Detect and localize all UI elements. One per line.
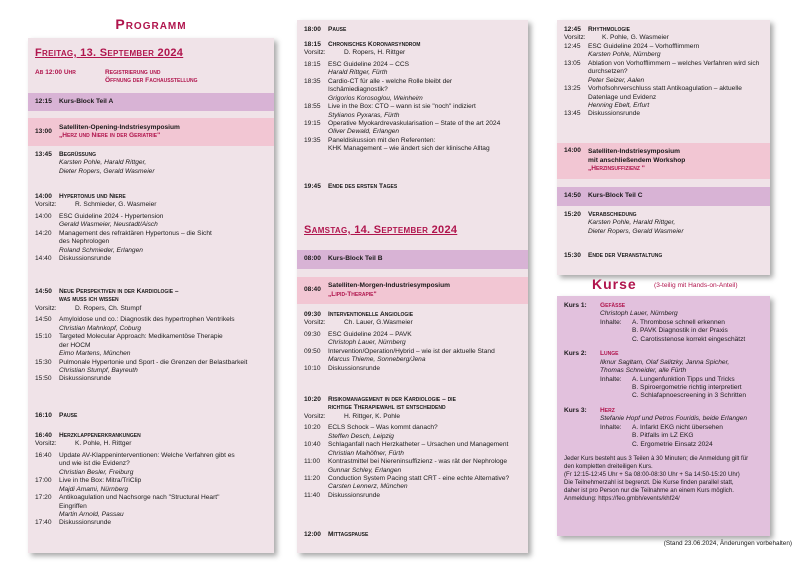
talk-title: Targeted Molecular Approach: Medikamentöse Therapie: [59, 333, 223, 341]
kurs-c-time: 14:50: [564, 192, 581, 200]
farewell-section: [557, 211, 770, 236]
talk-speaker: Grigorios Korosoglou, Weinheim: [328, 94, 423, 102]
symp-time: 14:00: [564, 147, 581, 154]
welcome-title: Begrüssung: [59, 151, 96, 158]
morning-time: 08:40: [304, 286, 321, 294]
course-note: daher ist pro Person nur die Teilnahme an einem Kurs möglich.: [564, 486, 734, 494]
talk-time: 18:15: [304, 60, 321, 68]
kurs-a-time: 12:15: [35, 97, 52, 105]
registration-line1: Registrierung und: [105, 69, 161, 76]
session-time: 12:45: [564, 26, 581, 33]
pause-label: Pause: [59, 412, 78, 419]
morning-line2: „Lipid-Therapie": [328, 290, 377, 298]
talk-title: Schlaganfall nach Herzkatheter – Ursachen und Management: [328, 441, 509, 449]
kurs-b-time: 08:00: [304, 255, 321, 263]
session-time: 18:15: [304, 41, 321, 48]
talk-speaker: Stylianos Pyxaras, Fürth: [328, 111, 400, 119]
talk-title: ESC Guideline 2024 - Hypertension: [59, 212, 164, 220]
course-label: Kurs 3:: [564, 406, 587, 414]
chair-label: Vorsitz:: [35, 201, 57, 209]
talk-time: 17:40: [35, 519, 52, 527]
session-title: was muss ich wissen: [59, 296, 119, 304]
course-note: Jeder Kurs besteht aus 3 Teilen à 30 Minuten; die Anmeldung gilt für: [564, 455, 749, 462]
chair-names: H. Rittger, K. Pohle: [344, 412, 401, 420]
chair-names: D. Ropers, Ch. Stumpf: [75, 304, 142, 312]
talk-time: 17:20: [35, 494, 52, 502]
hypertonus-session: [28, 193, 274, 264]
course-content: A. Lungenfunktion Tipps und Tricks: [632, 375, 735, 383]
session-time: 09:30: [304, 311, 321, 318]
talk-title: Antikoagulation und Nachsorge nach "Structural Heart": [59, 494, 220, 502]
talk-speaker: Steffen Desch, Leipzig: [328, 432, 394, 440]
friday-title: Freitag, 13. September 2024: [35, 47, 184, 59]
end-day-label: Ende des ersten Tages: [328, 183, 398, 190]
talk-time: 12:45: [564, 42, 581, 50]
session-time: 14:00: [35, 193, 52, 200]
session-time: 14:50: [35, 288, 52, 295]
pause-label: Pause: [328, 26, 347, 33]
right-column: [557, 20, 770, 275]
talk-title: Operative Myokardrevaskularisation – State of the art 2024: [328, 119, 501, 127]
herzklappen-session: [28, 432, 274, 528]
welcome-time: 13:45: [35, 151, 52, 158]
talk-speaker: Marcus Thieme, Sonneberg/Jena: [328, 356, 426, 364]
talk-speaker: Gerald Wasmeier, Neustadt/Aisch: [59, 221, 158, 229]
course-1: [564, 302, 763, 344]
stand-note: (Stand 23.06.2024, Änderungen vorbehalten): [663, 540, 792, 547]
opening-line2: „Herz und Niere in der Geriatrie": [59, 132, 161, 139]
talk-title: Diskussionsrunde: [588, 110, 641, 118]
program-title: Programm: [115, 16, 187, 32]
welcome-names: Dieter Ropers, Gerald Wasmeier: [59, 167, 155, 175]
symp-line1: Satelliten-Indstriesymposium: [588, 148, 680, 156]
talk-title: Ischämiediagnostik?: [328, 86, 388, 94]
course-note: Die Teilnehmerzahl ist begrenzt. Die Kurse finden parallel statt,: [564, 478, 734, 486]
chair-label: Vorsitz:: [35, 440, 57, 448]
kurs-c-label: Kurs-Block Teil C: [588, 192, 643, 200]
session-title: Rhythmologie: [588, 26, 630, 33]
talk-title: Diskussionsrunde: [59, 375, 112, 383]
welcome-names: Karsten Pohle, Harald Rittger,: [59, 159, 147, 167]
kurse-subtitle: (3-teilig mit Hands-on-Anteil): [654, 282, 738, 289]
registration-time: Ab 12:00 Uhr: [35, 69, 76, 76]
kurs-a-label: Kurs-Block Teil A: [59, 97, 114, 105]
talk-title: Update AV-Klappeninterventionen: Welche Verfahren gibt es: [59, 451, 235, 459]
session-title: Chronisches Koronarsyndrom: [328, 41, 421, 48]
session-title: richtige Therapiewahl ist entscheidend: [328, 404, 446, 412]
pause-section: [28, 412, 274, 420]
course-content: B. Spiroergometrie richtig interpretiert: [632, 383, 742, 391]
talk-title: KHK Management – wie ändert sich der klinische Alltag: [328, 145, 490, 153]
registration-line2: Öffnung der Fachausstellung: [105, 77, 198, 85]
talk-title: durchsetzen?: [588, 68, 628, 76]
talk-time: 18:55: [304, 103, 321, 111]
chair-names: R. Schmieder, G. Wasmeier: [75, 201, 157, 209]
course-2: [564, 350, 763, 401]
talk-speaker: Roland Schmieder, Erlangen: [59, 246, 143, 254]
talk-time: 09:50: [304, 347, 321, 355]
talk-title: Vorhofsohrverschluss statt Antikoagulation – aktuelle: [588, 85, 742, 93]
koronarsyndrom-session: [297, 41, 528, 154]
chair-names: D. Ropers, H. Rittger: [344, 49, 406, 57]
chair-label: Vorsitz:: [564, 34, 586, 42]
rhythmologie-session: [557, 26, 770, 119]
talk-title: Intervention/Operation/Hybrid – wie ist der aktuelle Stand: [328, 347, 495, 355]
course-trainer: Ilknur Sagltam, Olaf Salitzky, Janna Spicher,: [600, 358, 730, 366]
kurs-b-label: Kurs-Block Teil B: [328, 255, 383, 263]
talk-title: Cardio-CT für alle - welche Rolle bleibt der: [328, 77, 453, 85]
kurs-block-a: [28, 93, 274, 111]
session-title: Hypertonus und Niere: [59, 193, 126, 200]
course-notes: [564, 455, 763, 503]
course-contents-label: Inhalte:: [600, 318, 622, 326]
talk-time: 15:30: [35, 358, 52, 366]
talk-time: 10:40: [304, 441, 321, 449]
talk-title: Management des refraktären Hypertonus – die Sicht: [59, 229, 212, 237]
opening-line1: Satelliten-Opening-Indstriesymposium: [59, 123, 180, 131]
talk-time: 13:05: [564, 59, 581, 67]
talk-title: Diskussionsrunde: [59, 255, 112, 263]
course-content: A. Thrombose schnell erkennen: [632, 318, 725, 326]
talk-speaker: Karsten Pohle, Nürnberg: [588, 51, 661, 59]
angiologie-session: [297, 311, 528, 373]
talk-title: Datenlage und Evidenz: [588, 93, 657, 101]
registration-link[interactable]: Anmeldung: https://feo.gmbh/events/khf24/: [564, 494, 680, 502]
course-content: A. Infarkt EKG nicht übersehen: [632, 423, 723, 431]
chair-names: Ch. Lauer, G.Wasmeier: [344, 319, 413, 327]
farewell-title: Verabschiedung: [588, 211, 637, 218]
friday-column: [28, 38, 274, 553]
talk-title: Kontrastmittel bei Niereninsuffizienz - was rät der Nephrologe: [328, 458, 508, 466]
talk-time: 15:10: [35, 333, 52, 341]
course-label: Kurs 1:: [564, 302, 587, 309]
course-topic: Lunge: [600, 350, 619, 358]
chair-label: Vorsitz:: [304, 49, 326, 57]
talk-title: Ablation von Vorhofflimmern – welches Verfahren wird sich: [588, 59, 760, 67]
course-note: (Fr 12:15-12:45 Uhr + Sa 08:00-08:30 Uhr + Sa 14:50-15:20 Uhr): [564, 470, 740, 478]
saturday-title: Samstag, 14. September 2024: [304, 224, 458, 236]
talk-title: Conduction System Pacing statt CRT - eine echte Alternative?: [328, 474, 510, 482]
talk-speaker: Gunnar Schley, Erlangen: [328, 466, 402, 474]
opening-time: 13:00: [35, 127, 52, 135]
opening-symposium: [28, 118, 274, 146]
session-time: 10:20: [304, 396, 321, 403]
chair-names: K. Pohle, H. Rittger: [75, 440, 132, 448]
talk-time: 17:00: [35, 477, 52, 485]
talk-time: 15:50: [35, 375, 52, 383]
talk-title: Diskussionsrunde: [328, 364, 381, 372]
farewell-names: Dieter Ropers, Gerald Wasmeier: [588, 227, 684, 235]
course-content: C. Schlafapnoescreening in 3 Schritten: [632, 392, 746, 400]
mittag-time: 12:00: [304, 531, 321, 538]
talk-speaker: Christian Stumpf, Bayreuth: [59, 366, 138, 374]
talk-time: 14:40: [35, 255, 52, 263]
talk-title: ECLS Schock – Was kommt danach?: [328, 424, 438, 432]
herzinsuffizienz-symposium: [557, 143, 770, 179]
course-label: Kurs 2:: [564, 350, 587, 358]
course-trainer: Christoph Lauer, Nürnberg: [600, 310, 678, 318]
course-contents-label: Inhalte:: [600, 375, 622, 383]
session-title: Interventionelle Angiologie: [328, 311, 414, 318]
course-topic: Gefäße: [600, 302, 626, 309]
chair-names: K. Pohle, G. Wasmeier: [602, 34, 669, 42]
end-time: 15:30: [564, 252, 581, 259]
talk-time: 11:00: [304, 458, 321, 466]
talk-title: ESC Guideline 2024 – CCS: [328, 60, 410, 68]
session-title: Herzklappenerkrankungen: [59, 432, 141, 439]
neue-perspektiven-session: [28, 288, 274, 384]
talk-speaker: Martin Arnold, Passau: [59, 510, 124, 518]
talk-time: 19:15: [304, 119, 321, 127]
course-note: den kompletten dreiteiligen Kurs.: [564, 462, 653, 470]
morning-symposium: [297, 277, 528, 304]
pause-time: 16:10: [35, 412, 52, 419]
talk-title: Diskussionsrunde: [59, 519, 112, 527]
course-3: [564, 407, 763, 449]
session-title: Risikomanagement in der Kardiologie – die: [328, 396, 456, 403]
talk-speaker: Christian Besler, Freiburg: [59, 468, 134, 476]
talk-speaker: Carsten Lennerz, München: [328, 483, 408, 491]
talk-title: Amyloidose und co.: Diagnostik des hypertrophen Ventrikels: [59, 316, 235, 324]
talk-speaker: Oliver Dewald, Erlangen: [328, 128, 400, 136]
talk-time: 11:20: [304, 474, 321, 482]
chair-label: Vorsitz:: [304, 412, 326, 420]
talk-title: Pulmonale Hypertonie und Sport - die Grenzen der Belastbarkeit: [59, 358, 248, 366]
session-title: Neue Perspektiven in der Kardiologie –: [59, 288, 179, 295]
talk-speaker: Christoph Lauer, Nürnberg: [328, 339, 406, 347]
session-time: 16:40: [35, 432, 52, 439]
talk-time: 16:40: [35, 451, 52, 459]
mittag-label: Mittagspause: [328, 531, 369, 538]
talk-speaker: Henning Ebelt, Erfurt: [588, 101, 650, 109]
talk-time: 18:35: [304, 77, 321, 85]
farewell-time: 15:20: [564, 211, 581, 218]
talk-title: Paneldiskussion mit den Referenten:: [328, 136, 436, 144]
talk-title: und wie ist die Evidenz?: [59, 460, 130, 468]
talk-time: 13:45: [564, 110, 581, 118]
talk-time: 09:30: [304, 330, 321, 338]
talk-time: 14:20: [35, 229, 52, 237]
welcome-section: [28, 151, 274, 176]
talk-time: 10:10: [304, 364, 321, 372]
talk-title: ESC Guideline 2024 – Vorhofflimmern: [588, 42, 700, 50]
farewell-names: Karsten Pohle, Harald Rittger,: [588, 219, 676, 227]
end-day-time: 19:45: [304, 183, 321, 190]
kurse-box: [557, 296, 770, 536]
talk-speaker: Harald Rittger, Fürth: [328, 69, 388, 77]
talk-title: der HOCM: [59, 341, 91, 349]
talk-title: Live in the Box: Mitra/TriClip: [59, 477, 142, 485]
talk-speaker: Christian Mahnkopf, Coburg: [59, 324, 142, 332]
talk-speaker: Christian Maihöfner, Fürth: [328, 449, 404, 457]
kurs-block-b: [297, 250, 528, 269]
chair-label: Vorsitz:: [304, 319, 326, 327]
talk-title: ESC Guideline 2024 – PAVK: [328, 330, 412, 338]
talk-speaker: Peter Seizer, Aalen: [588, 76, 645, 84]
symp-line3: „Herzinsuffizienz ": [588, 165, 645, 173]
kurs-block-c: [557, 187, 770, 206]
talk-title: Live in the Box: CTO – wann ist sie "noch" indiziert: [328, 103, 476, 111]
risiko-session: [297, 396, 528, 500]
talk-time: 14:50: [35, 316, 52, 324]
talk-title: Eingriffen: [59, 502, 87, 510]
talk-speaker: Eimo Martens, München: [59, 350, 131, 358]
course-content: B. PAVK Diagnostik in der Praxis: [632, 327, 728, 335]
chair-label: Vorsitz:: [35, 304, 57, 312]
talk-time: 19:35: [304, 136, 321, 144]
course-topic: Herz: [600, 406, 615, 414]
middle-column: [297, 20, 528, 553]
talk-speaker: Majdi Amami, Nürnberg: [59, 485, 129, 493]
talk-title: Diskussionsrunde: [328, 491, 381, 499]
course-trainer: Stefanie Hopf und Petros Fouridis, beide Erlangen: [600, 415, 747, 423]
talk-time: 11:40: [304, 491, 321, 499]
morning-line1: Satelliten-Morgen-Industriesymposium: [328, 282, 451, 290]
course-content: B. Pitfalls im LZ EKG: [632, 432, 694, 440]
course-contents-label: Inhalte:: [600, 423, 622, 431]
kurse-title: Kurse: [592, 276, 637, 292]
course-content: C. Ergometrie Einsatz 2024: [632, 440, 713, 448]
talk-time: 14:00: [35, 212, 52, 220]
end-label: Ende der Veranstaltung: [588, 252, 663, 259]
pause-time: 18:00: [304, 26, 321, 33]
symp-line2: mit anschließendem Workshop: [588, 156, 686, 164]
talk-time: 10:20: [304, 424, 321, 432]
talk-time: 13:25: [564, 85, 581, 93]
course-trainer: Thomas Schneider, alle Fürth: [600, 367, 687, 375]
course-content: C. Carotisstenose korrekt eingeschätzt: [632, 335, 746, 343]
talk-title: des Nephrologen: [59, 238, 110, 246]
